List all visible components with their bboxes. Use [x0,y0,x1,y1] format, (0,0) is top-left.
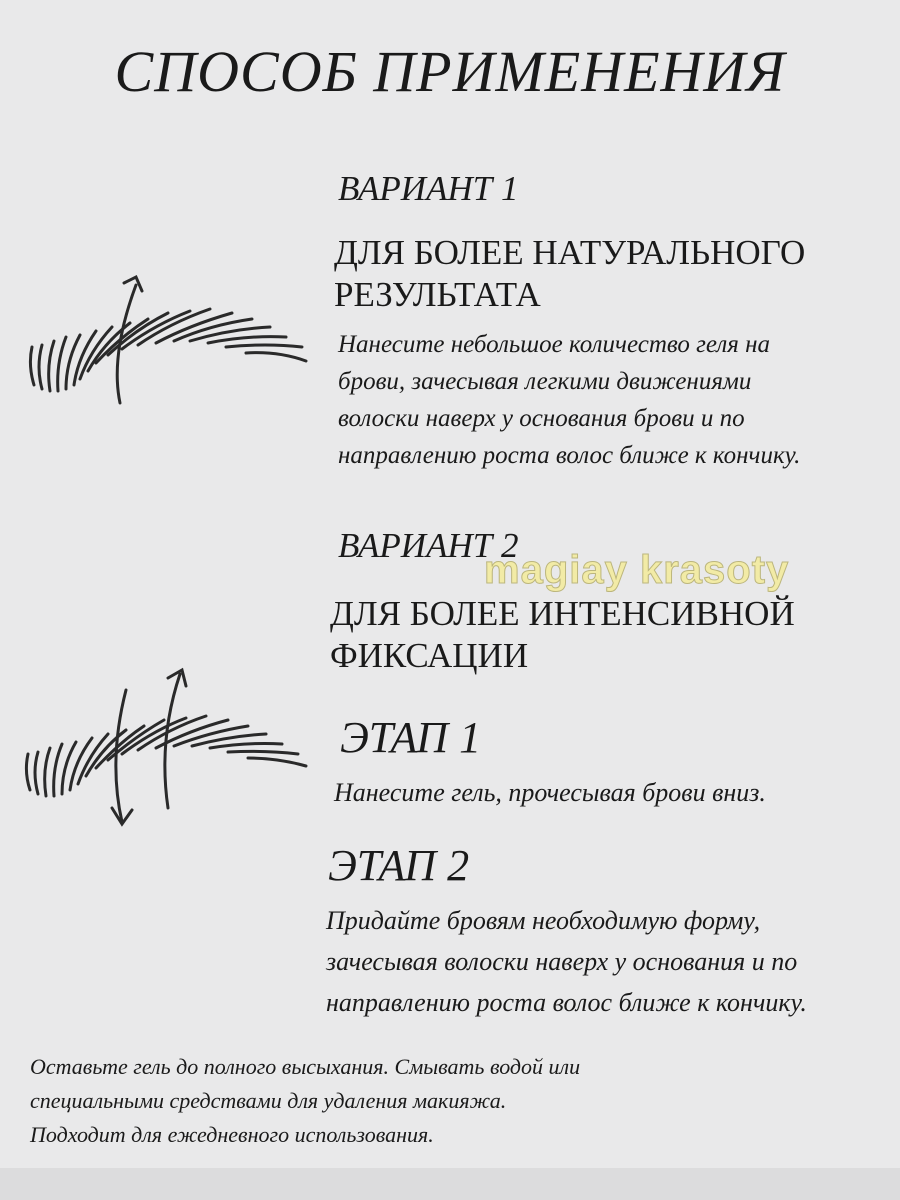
footer-notes [30,1050,580,1152]
footer-line: специальными средствами для удаления макияжа. [30,1088,507,1113]
step-2-text-line: Придайте бровям необходимую форму, [326,906,761,935]
variant-1-heading: ВАРИАНТ 1 [338,169,519,208]
variant-1-description [338,326,800,474]
watermark: magiay krasoty [484,548,790,592]
variant-1-subtitle-line-1: ДЛЯ БОЛЕЕ НАТУРАЛЬНОГО [334,233,806,272]
page-title: СПОСОБ ПРИМЕНЕНИЯ [114,39,786,104]
variant-2-subtitle-line-1: ДЛЯ БОЛЕЕ ИНТЕНСИВНОЙ [330,594,795,633]
variant-1-subtitle-line-2: РЕЗУЛЬТАТА [334,275,541,314]
step-2-description [326,900,807,1023]
footer-line: Подходит для ежедневного использования. [30,1122,434,1147]
step-1-text: Нанесите гель, прочесывая брови вниз. [334,778,766,807]
variant-1-text-line: волоски наверх у основания брови и по [338,405,745,432]
eyebrow-down-up-arrows-icon [18,660,318,830]
variant-1-text-line: Нанесите небольшое количество геля на [338,331,771,358]
footer-line: Оставьте гель до полного высыхания. Смывать водой или [30,1054,581,1079]
bottom-strip [0,1168,900,1200]
variant-1-text-line: направлению роста волос ближе к кончику. [338,442,801,469]
eyebrow-up-arrow-icon [20,265,320,415]
step-2-text-line: зачесывая волоски наверх у основания и по [326,947,798,976]
variant-2-heading: ВАРИАНТ 2 [338,526,519,565]
variant-2-subtitle-line-2: ФИКСАЦИИ [330,636,529,675]
variant-1-text-line: брови, зачесывая легкими движениями [338,368,752,395]
step-1-heading: ЭТАП 1 [340,713,482,762]
step-2-heading: ЭТАП 2 [328,841,470,890]
step-2-text-line: направлению роста волос ближе к кончику. [326,988,807,1017]
